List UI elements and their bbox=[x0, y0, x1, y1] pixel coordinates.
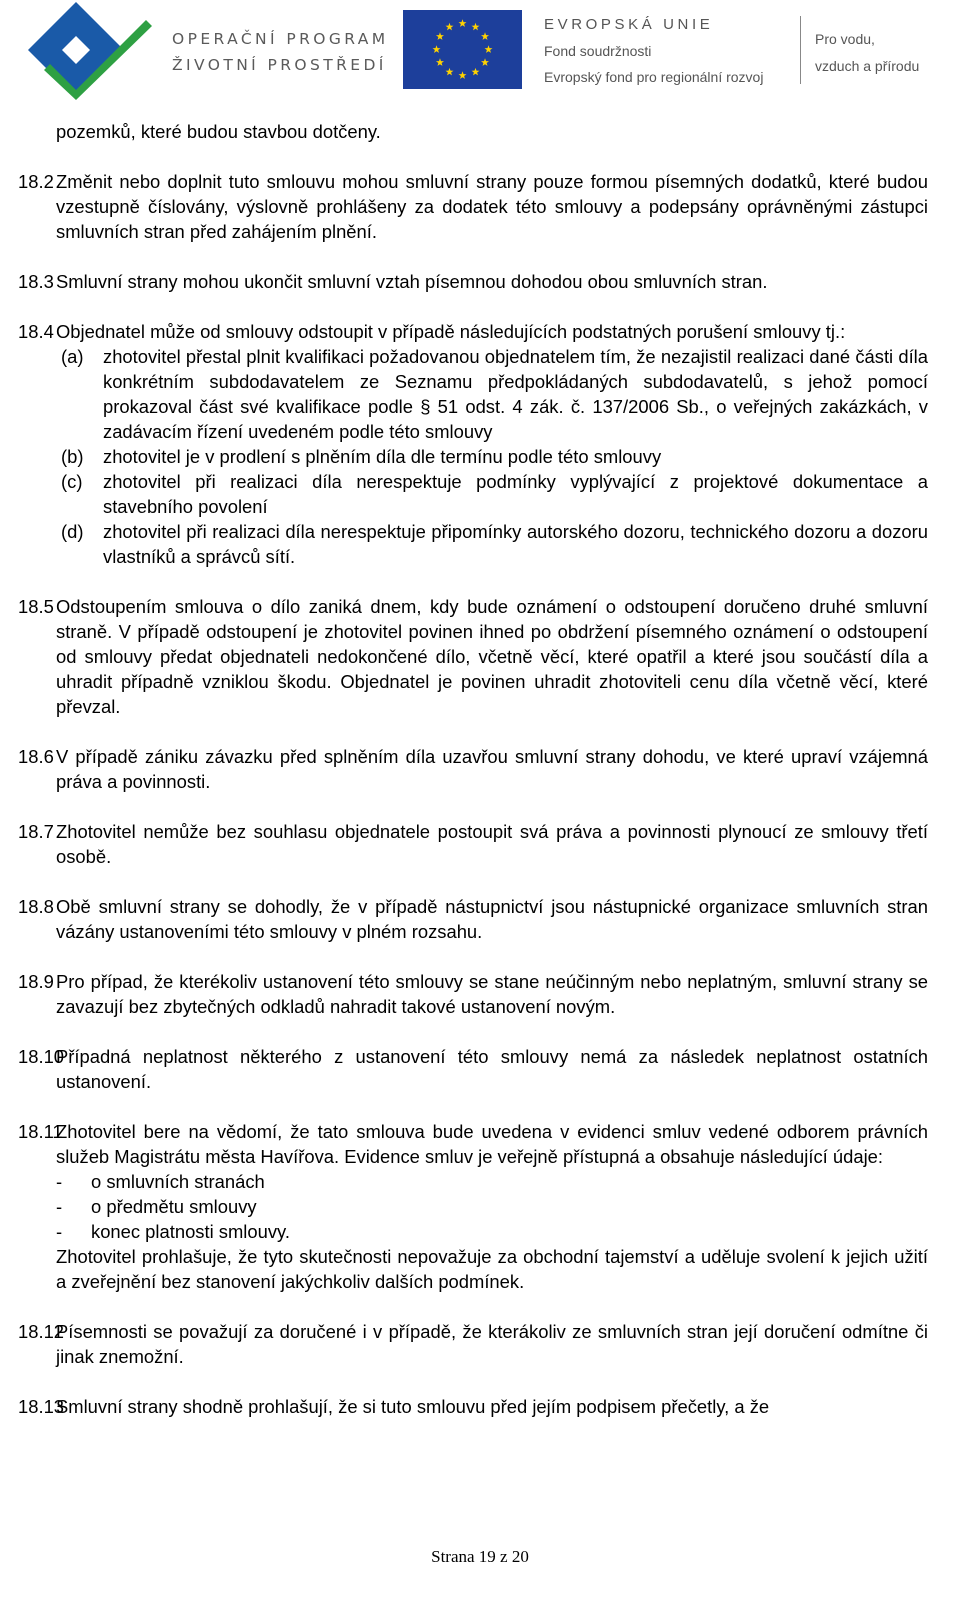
section-number: 18.3 bbox=[18, 271, 54, 292]
page-number: Strana 19 z 20 bbox=[431, 1547, 529, 1566]
section-text: V případě zániku závazku před splněním díla uzavřou smluvní strany dohodu, ve které upraví vzájemná práva a povinnosti. bbox=[56, 746, 928, 792]
section-body bbox=[56, 1119, 928, 1294]
list-item: - o smluvních stranách bbox=[56, 1171, 265, 1192]
continuation-text: pozemků, které budou stavbou dotčeny. bbox=[56, 121, 381, 142]
item-label: (a) bbox=[61, 346, 84, 367]
section-text: Případná neplatnost některého z ustanovení této smlouvy nemá za následek neplatnost ostatních ustanovení. bbox=[56, 1046, 928, 1092]
section-18-13 bbox=[18, 1394, 928, 1419]
item-label: (d) bbox=[61, 521, 84, 542]
section-number: 18.9 bbox=[18, 971, 54, 992]
section-18-10 bbox=[18, 1044, 928, 1094]
eu-fund-cohesion: Fond soudržnosti bbox=[544, 43, 652, 59]
slogan-line-2: vzduch a přírodu bbox=[815, 58, 920, 74]
document-body bbox=[18, 119, 928, 1419]
section-number: 18.10 bbox=[18, 1046, 65, 1067]
section-number: 18.4 bbox=[18, 321, 54, 342]
item-text: zhotovitel přestal plnit kvalifikaci požadovanou objednatelem tím, že nezajistil realizaci dané části díla konkrétním subdodavatelem ze Seznamu předpokládaných subdodavatelů, s jehož pomocí prokazoval část své kvalifikace podle § 51 odst. 4 zák. č. 137/2006 Sb., o veřejných zakázkách, v zadávacím řízení uvedeném podle této smlouvy bbox=[103, 346, 928, 442]
list-item bbox=[18, 469, 928, 519]
section-18-7 bbox=[18, 819, 928, 869]
program-line-2: ŽIVOTNÍ PROSTŘEDÍ bbox=[172, 56, 387, 74]
section-18-8 bbox=[18, 894, 928, 944]
section-number: 18.11 bbox=[18, 1121, 63, 1142]
eu-flag-icon bbox=[403, 10, 522, 89]
section-number: 18.7 bbox=[18, 821, 54, 842]
section-text: Odstoupením smlouva o dílo zaniká dnem, kdy bude oznámení o odstoupení doručeno druhé smluvní straně. V případě odstoupení je zhotovitel povinen ihned po obdržení písemného oznámení o odstoupení od smlouvy předat objednateli nedokončené dílo, včetně věcí, které opatřil a které jsou součástí díla a uhradit případně vzniklou škodu. Objednatel je povinen uhradit zhotoviteli cenu díla včetně věcí, které převzal. bbox=[56, 596, 928, 717]
item-label: (b) bbox=[61, 446, 84, 467]
section-18-2 bbox=[18, 169, 928, 244]
section-18-4 bbox=[18, 319, 928, 344]
item-text: zhotovitel při realizaci díla nerespektuje podmínky vyplývající z projektové dokumentace a stavebního povolení bbox=[103, 471, 928, 517]
list-item: - konec platnosti smlouvy. bbox=[56, 1221, 290, 1242]
list-item bbox=[18, 519, 928, 569]
registry-data-list bbox=[56, 1169, 928, 1244]
section-text: Písemnosti se považují za doručené i v případě, že kterákoliv ze smluvních stran její doručení odmítne či jinak znemožní. bbox=[56, 1321, 928, 1367]
opzp-logo-icon bbox=[28, 2, 153, 100]
section-number: 18.13 bbox=[18, 1396, 65, 1417]
eu-fund-regional: Evropský fond pro regionální rozvoj bbox=[544, 69, 764, 85]
item-text: o smluvních stranách bbox=[91, 1171, 265, 1192]
breach-list bbox=[18, 344, 928, 569]
item-text: zhotovitel je v prodlení s plněním díla dle termínu podle této smlouvy bbox=[103, 446, 662, 467]
list-item bbox=[18, 444, 928, 469]
section-18-3 bbox=[18, 269, 928, 294]
section-number: 18.2 bbox=[18, 171, 54, 192]
slogan bbox=[815, 26, 919, 80]
section-text: Smluvní strany shodně prohlašují, že si tuto smlouvu před jejím podpisem přečetly, a že bbox=[56, 1396, 770, 1417]
section-number: 18.8 bbox=[18, 896, 54, 917]
program-line-1: OPERAČNÍ PROGRAM bbox=[172, 30, 389, 48]
item-text: zhotovitel při realizaci díla nerespektuje připomínky autorského dozoru, technického dozoru a dozoru vlastníků a správců sítí. bbox=[103, 521, 928, 567]
section-18-11 bbox=[18, 1119, 928, 1294]
section-text: Zhotovitel bere na vědomí, že tato smlouva bude uvedena v evidenci smluv vedené odborem právních služeb Magistrátu města Havířova. Evidence smluv je veřejně přístupná a obsahuje následující údaje: bbox=[56, 1121, 928, 1167]
section-text: Objednatel může od smlouvy odstoupit v případě následujících podstatných porušení smlouvy tj.: bbox=[56, 321, 846, 342]
section-text: Smluvní strany mohou ukončit smluvní vztah písemnou dohodou obou smluvních stran. bbox=[56, 271, 768, 292]
item-label: (c) bbox=[61, 471, 83, 492]
eu-title: EVROPSKÁ UNIE bbox=[544, 16, 714, 33]
item-text: konec platnosti smlouvy. bbox=[91, 1221, 290, 1242]
section-18-12 bbox=[18, 1319, 928, 1369]
section-number: 18.6 bbox=[18, 746, 54, 767]
section-18-5 bbox=[18, 594, 928, 719]
section-text: Obě smluvní strany se dohodly, že v případě nástupnictví jsou nástupnické organizace smluvních stran vázány ustanoveními této smlouvy v plném rozsahu. bbox=[56, 896, 928, 942]
section-number: 18.12 bbox=[18, 1321, 65, 1342]
page-header bbox=[0, 0, 960, 105]
section-number: 18.5 bbox=[18, 596, 54, 617]
item-text: o předmětu smlouvy bbox=[91, 1196, 257, 1217]
list-item: - o předmětu smlouvy bbox=[56, 1196, 257, 1217]
header-divider bbox=[800, 16, 801, 84]
slogan-line-1: Pro vodu, bbox=[815, 31, 875, 47]
section-text: Změnit nebo doplnit tuto smlouvu mohou smluvní strany pouze formou písemných dodatků, které budou vzestupně číslovány, výslovně prohlášeny za dodatek této smlouvy a podepsány oprávněnými zástupci smluvních stran před zahájením plnění. bbox=[56, 171, 928, 242]
section-text: Pro případ, že kterékoliv ustanovení této smlouvy se stane neúčinným nebo neplatným, smluvní strany se zavazují bez zbytečných odkladů nahradit takové ustanovení novým. bbox=[56, 971, 928, 1017]
operational-program-name bbox=[172, 26, 389, 78]
eu-funding-text bbox=[544, 12, 763, 90]
section-text: Zhotovitel nemůže bez souhlasu objednatele postoupit svá práva a povinnosti plynoucí ze smlouvy třetí osobě. bbox=[56, 821, 928, 867]
list-item bbox=[18, 344, 928, 444]
section-text-after: Zhotovitel prohlašuje, že tyto skutečnosti nepovažuje za obchodní tajemství a uděluje svolení k jejich užití a zveřejnění bez stanovení jakýchkoliv dalších podmínek. bbox=[56, 1246, 928, 1292]
section-18-9 bbox=[18, 969, 928, 1019]
section-18-6 bbox=[18, 744, 928, 794]
